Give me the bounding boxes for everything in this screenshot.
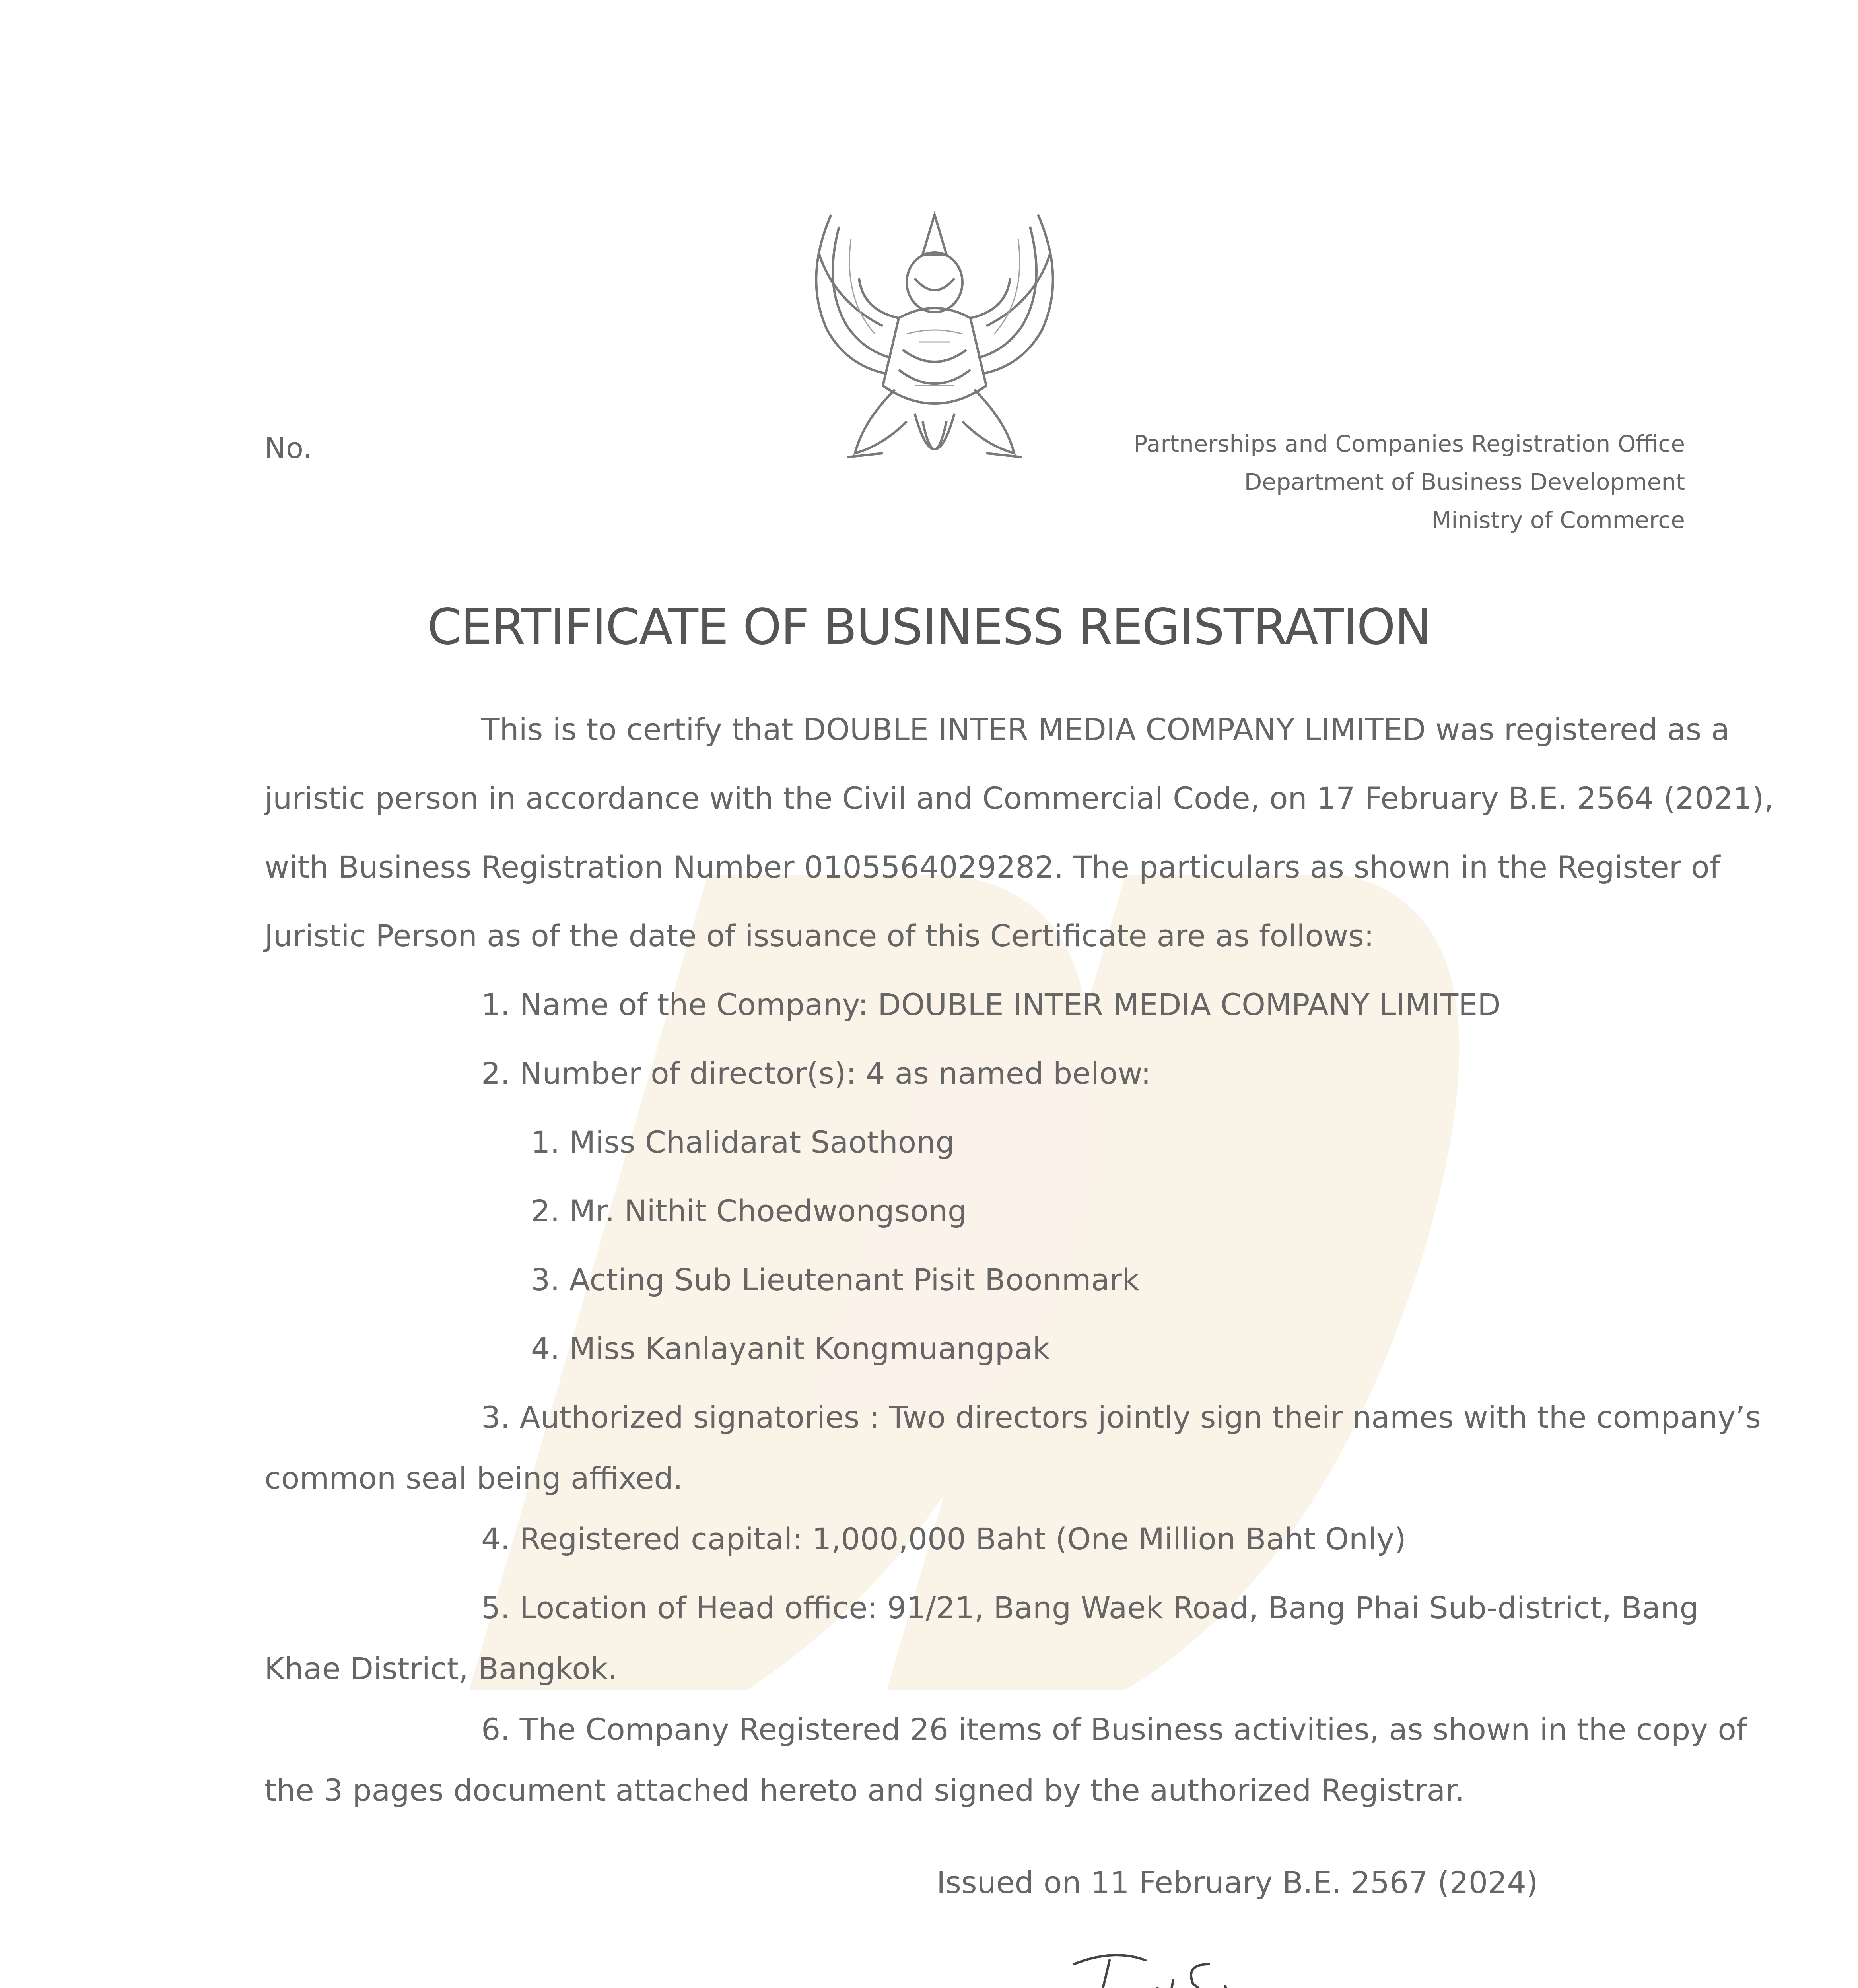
signatories-item-cont: common seal being affixed. [264,1460,683,1496]
body-line: with Business Registration Number 0105564029282. The particulars as shown in the Register of [264,849,1720,885]
certificate-number-label: No. [264,431,312,465]
director-entry: 2. Mr. Nithit Choedwongsong [531,1193,967,1229]
head-office-item-cont: Khae District, Bangkok. [264,1651,618,1686]
signatories-item: 3. Authorized signatories : Two directors jointly sign their names with the company’s [481,1400,1761,1435]
director-entry: 4. Miss Kanlayanit Kongmuangpak [531,1331,1050,1366]
body-line: juristic person in accordance with the Civil and Commercial Code, on 17 February B.E. 2564 (2021), [264,780,1774,816]
issued-date: Issued on 11 February B.E. 2567 (2024) [937,1865,1538,1900]
head-office-item: 5. Location of Head office: 91/21, Bang Waek Road, Bang Phai Sub-district, Bang [481,1590,1699,1625]
company-name-item: 1. Name of the Company: DOUBLE INTER MEDIA COMPANY LIMITED [481,987,1501,1022]
directors-count-item: 2. Number of director(s): 4 as named below: [481,1056,1151,1091]
issuing-office [1134,425,1685,539]
office-line: Ministry of Commerce [1431,507,1685,534]
business-activities-item: 6. The Company Registered 26 items of Business activities, as shown in the copy of [481,1712,1747,1747]
office-line: Department of Business Development [1244,468,1685,495]
director-entry: 1. Miss Chalidarat Saothong [531,1124,955,1160]
business-activities-item-cont: the 3 pages document attached hereto and signed by the authorized Registrar. [264,1773,1465,1808]
registrar-signature [1066,1940,1312,1988]
certificate-title: CERTIFICATE OF BUSINESS REGISTRATION [427,598,1431,656]
capital-item: 4. Registered capital: 1,000,000 Baht (One Million Baht Only) [481,1521,1406,1557]
body-line: Juristic Person as of the date of issuance of this Certificate are as follows: [264,918,1374,953]
body-line: This is to certify that DOUBLE INTER MEDIA COMPANY LIMITED was registered as a [481,712,1730,747]
director-entry: 3. Acting Sub Lieutenant Pisit Boonmark [531,1262,1140,1297]
garuda-emblem-icon [803,199,1066,501]
office-line: Partnerships and Companies Registration Office [1133,430,1685,457]
